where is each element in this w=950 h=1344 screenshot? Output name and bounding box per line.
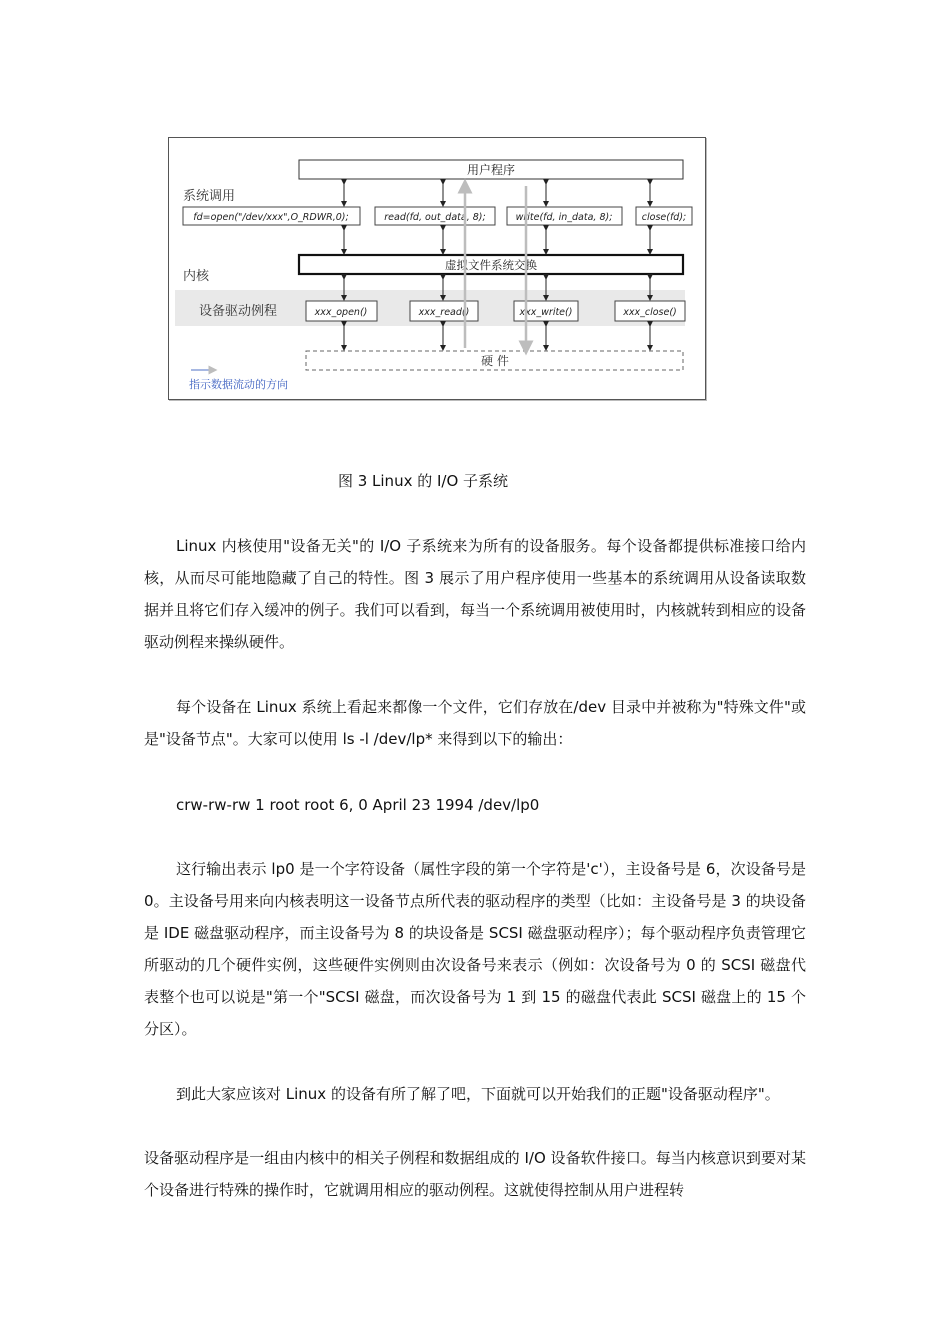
routine-open-text: xxx_open() bbox=[314, 307, 368, 318]
legend-text: 指示数据流动的方向 bbox=[189, 378, 288, 391]
user-program-label: 用户程序 bbox=[466, 163, 516, 177]
hardware-label: 硬 件 bbox=[481, 354, 509, 368]
paragraph-4: 到此大家应该对 Linux 的设备有所了解了吧，下面就可以开始我们的正题"设备驱动程序"。 bbox=[176, 1085, 780, 1103]
routine-read-text: xxx_read() bbox=[418, 307, 470, 318]
driver-label: 设备驱动例程 bbox=[199, 304, 278, 319]
syscall-label: 系统调用 bbox=[183, 189, 236, 204]
figure-caption bbox=[0, 470, 950, 491]
figure-caption-text: 图 3 Linux 的 I/O 子系统 bbox=[337, 472, 509, 490]
routine-write-text: xxx_write() bbox=[519, 307, 573, 318]
syscall-write-text: write(fd, in_data, 8); bbox=[515, 212, 613, 223]
paragraph-2: 每个设备在 Linux 系统上看起来都像一个文件，它们存放在/dev 目录中并被称为"特殊文件"或是"设备节点"。大家可以使用 ls -l /dev/lp* 来得到以下的输出： bbox=[144, 698, 806, 748]
syscall-read-text: read(fd, out_data, 8); bbox=[384, 212, 486, 223]
paragraph-3: 这行输出表示 lp0 是一个字符设备（属性字段的第一个字符是'c'），主设备号是 6，次设备号是 0。主设备号用来向内核表明这一设备节点所代表的驱动程序的类型（比如：主设备号是 3 的块设备是 IDE 磁盘驱动程序，而主设备号为 8 的块设备是 SCSI 磁盘驱动程序）；每个驱动程序负责管理它所驱动的几个硬件实例，这些硬件实例则由次设备号来表示（例如：次设备号为 0 的 SCSI 磁盘代表整个也可以说是"第一个"SCSI 磁盘，而次设备号为 1 到 15 的磁盘代表此 SCSI 磁盘上的 15 个分区）。 bbox=[144, 860, 806, 1038]
io-subsystem-figure bbox=[168, 137, 706, 400]
kernel-label: 内核 bbox=[183, 269, 210, 284]
figure-diagram bbox=[169, 138, 705, 399]
paragraph-5: 设备驱动程序是一组由内核中的相关子例程和数据组成的 I/O 设备软件接口。每当内核意识到要对某个设备进行特殊的操作时，它就调用相应的驱动例程。这就使得控制从用户进程转 bbox=[144, 1149, 806, 1199]
syscall-open-text: fd=open("/dev/xxx",O_RDWR,0); bbox=[193, 212, 349, 223]
paragraph-1: Linux 内核使用"设备无关"的 I/O 子系统来为所有的设备服务。每个设备都提供标准接口给内核，从而尽可能地隐藏了自己的特性。图 3 展示了用户程序使用一些基本的系统调用从设备读取数据并且将它们存入缓冲的例子。我们可以看到，每当一个系统调用被使用时，内核就转到相应的设备驱动例程来操纵硬件。 bbox=[144, 537, 806, 651]
command-output: crw-rw-rw 1 root root 6, 0 April 23 1994 /dev/lp0 bbox=[176, 796, 540, 814]
vfs-label: 虚拟文件系统交换 bbox=[445, 258, 537, 272]
syscall-close-text: close(fd); bbox=[641, 212, 687, 223]
routine-close-text: xxx_close() bbox=[623, 307, 677, 318]
